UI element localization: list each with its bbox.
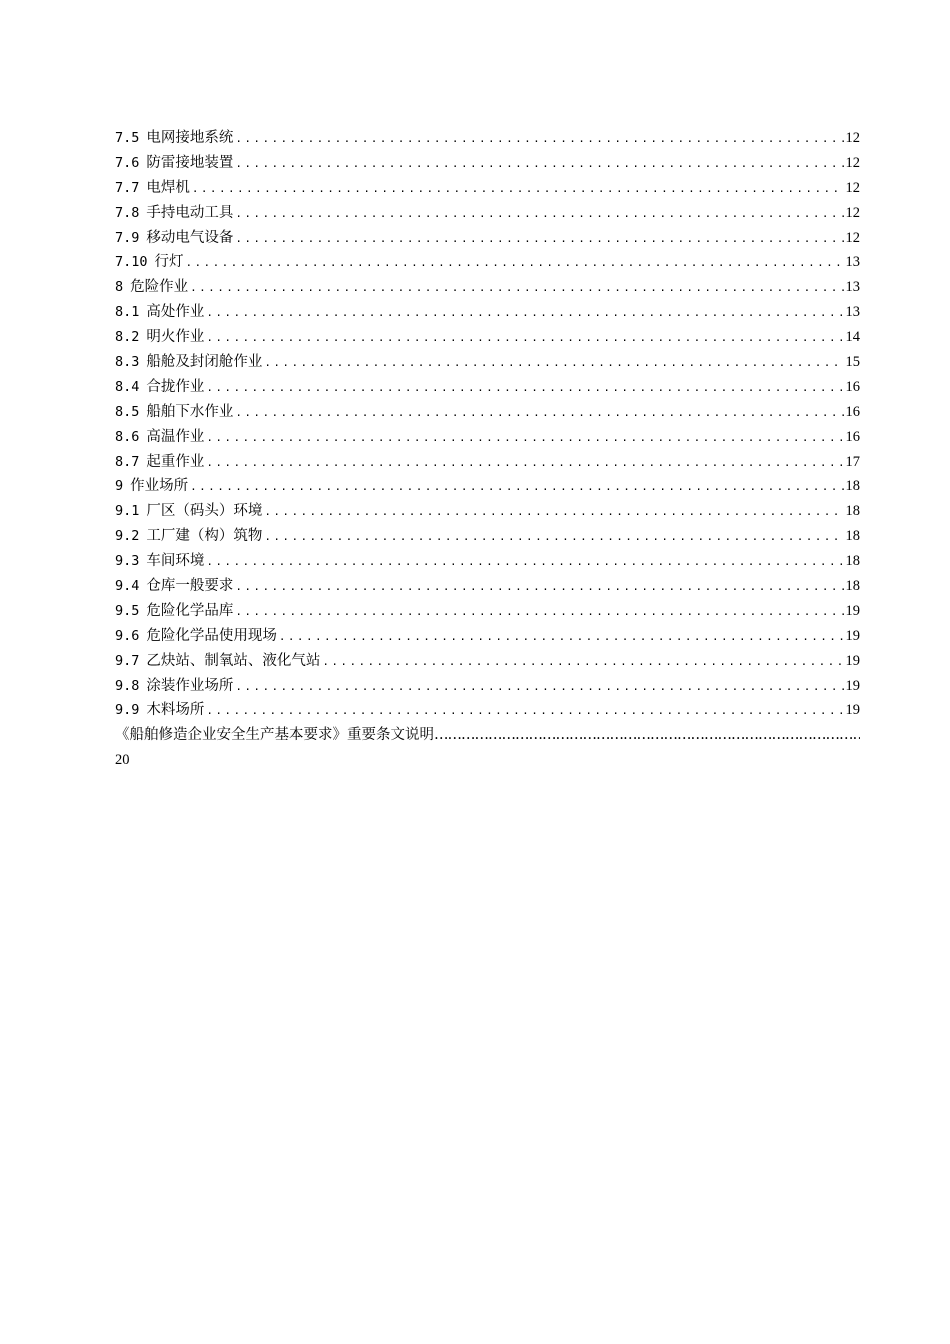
toc-leader-dots bbox=[190, 480, 843, 493]
toc-entry-page-number: 19 bbox=[845, 677, 860, 694]
toc-entry-number: 7.8 bbox=[115, 204, 140, 221]
toc-entry[interactable] bbox=[115, 375, 860, 400]
toc-entry-title: 手持电动工具 bbox=[146, 204, 234, 221]
toc-leader-dots bbox=[206, 555, 843, 568]
toc-entry-page-number: 17 bbox=[845, 453, 860, 470]
toc-entry[interactable] bbox=[115, 300, 860, 325]
toc-leader-dots bbox=[206, 331, 843, 344]
toc-entry-title: 涂装作业场所 bbox=[146, 677, 234, 694]
toc-entry-page-number: 12 bbox=[845, 204, 860, 221]
toc-entry-page-number: 18 bbox=[845, 478, 860, 495]
toc-leader-dots bbox=[206, 431, 843, 444]
toc-leader-dots bbox=[264, 505, 843, 518]
toc-entry[interactable] bbox=[115, 350, 860, 375]
toc-entry-number: 7.5 bbox=[115, 130, 140, 146]
toc-entry-page-number: 19 bbox=[845, 702, 860, 719]
toc-entry-page-number: 19 bbox=[845, 652, 860, 669]
toc-entry[interactable] bbox=[115, 151, 860, 176]
toc-entry-page-number: 18 bbox=[845, 528, 860, 545]
toc-entry-page-number: 18 bbox=[845, 503, 860, 520]
toc-entry-title: 乙炔站、制氧站、液化气站 bbox=[146, 652, 321, 669]
toc-entry-page-number: 12 bbox=[845, 154, 860, 171]
toc-leader-dots bbox=[264, 530, 843, 543]
toc-entry-title: 危险作业 bbox=[130, 279, 189, 296]
toc-leader-dots bbox=[279, 630, 844, 643]
toc-leader-dots bbox=[206, 456, 843, 469]
toc-entry-title: 工厂建（构）筑物 bbox=[146, 528, 263, 545]
toc-entry-page-number: 16 bbox=[845, 403, 860, 420]
toc-entry-title: 高温作业 bbox=[146, 428, 205, 445]
toc-leader-dots bbox=[235, 132, 843, 145]
toc-entry-page-number: 13 bbox=[845, 279, 860, 296]
toc-entry[interactable] bbox=[115, 176, 860, 201]
toc-entry-number: 9.9 bbox=[115, 702, 140, 719]
toc-entry-number: 7.10 bbox=[115, 254, 148, 271]
toc-entry[interactable] bbox=[115, 126, 860, 151]
toc-entry[interactable] bbox=[115, 524, 860, 549]
toc-entry-title: 高处作业 bbox=[146, 304, 205, 321]
toc-entry[interactable] bbox=[115, 549, 860, 574]
toc-entry-number: 8.6 bbox=[115, 428, 140, 445]
toc-entry[interactable] bbox=[115, 674, 860, 699]
toc-entry-page-number: 13 bbox=[845, 254, 860, 271]
toc-entry[interactable] bbox=[115, 574, 860, 599]
toc-entry-number: 9.1 bbox=[115, 503, 140, 520]
toc-entry-number: 9.7 bbox=[115, 652, 140, 669]
toc-entry-page-number: 15 bbox=[845, 354, 860, 371]
table-of-contents bbox=[115, 126, 860, 773]
toc-entry-title: 危险化学品库 bbox=[146, 602, 234, 619]
toc-entry-page-number: 18 bbox=[845, 553, 860, 570]
toc-entry-title: 《船舶修造企业安全生产基本要求》重要条文说明 bbox=[115, 727, 434, 744]
toc-entry-title: 车间环境 bbox=[146, 553, 205, 570]
toc-leader-dots bbox=[235, 232, 843, 245]
toc-entry-page-number: 14 bbox=[845, 329, 860, 346]
toc-entry[interactable] bbox=[115, 474, 860, 499]
toc-entry-page-number: 12 bbox=[845, 179, 860, 196]
toc-entries bbox=[115, 126, 860, 723]
toc-entry-number: 9.3 bbox=[115, 553, 140, 570]
toc-entry-title: 防雷接地装置 bbox=[146, 154, 234, 171]
toc-entry-title: 行灯 bbox=[154, 254, 184, 271]
toc-entry[interactable] bbox=[115, 226, 860, 251]
toc-entry-title: 仓库一般要求 bbox=[146, 578, 234, 595]
toc-entry[interactable] bbox=[115, 425, 860, 450]
toc-entry-title: 危险化学品使用现场 bbox=[146, 627, 277, 644]
toc-entry[interactable] bbox=[115, 649, 860, 674]
toc-entry-number: 8 bbox=[115, 279, 124, 296]
toc-leader-dots bbox=[206, 704, 843, 717]
toc-entry[interactable] bbox=[115, 201, 860, 226]
toc-leader-dots bbox=[235, 580, 843, 593]
toc-entry-title: 移动电气设备 bbox=[146, 229, 234, 246]
toc-entry-number: 9.6 bbox=[115, 627, 140, 644]
toc-entry-page-number: 16 bbox=[845, 378, 860, 395]
toc-entry-page-number: 20 bbox=[115, 752, 130, 769]
toc-entry-page-number: 12 bbox=[845, 229, 860, 246]
toc-entry-explanation[interactable] bbox=[115, 723, 860, 748]
toc-entry[interactable] bbox=[115, 599, 860, 624]
toc-leader-dots bbox=[235, 406, 843, 419]
toc-entry[interactable] bbox=[115, 450, 860, 475]
toc-entry-number: 9.2 bbox=[115, 528, 140, 545]
toc-entry-title: 作业场所 bbox=[130, 478, 189, 495]
toc-entry-title: 起重作业 bbox=[146, 453, 205, 470]
toc-entry-page-number: 12 bbox=[845, 130, 860, 146]
toc-entry-number: 9 bbox=[115, 478, 124, 495]
toc-entry-page-number: 16 bbox=[845, 428, 860, 445]
toc-entry-number: 9.5 bbox=[115, 602, 140, 619]
toc-entry-title: 电焊机 bbox=[146, 179, 190, 196]
toc-entry[interactable] bbox=[115, 499, 860, 524]
toc-entry-number: 7.6 bbox=[115, 154, 140, 171]
toc-entry-number: 8.4 bbox=[115, 378, 140, 395]
toc-entry[interactable] bbox=[115, 400, 860, 425]
toc-entry-page-number: 19 bbox=[845, 627, 860, 644]
toc-leader-dots bbox=[186, 256, 844, 269]
toc-entry[interactable] bbox=[115, 698, 860, 723]
toc-entry-number: 7.9 bbox=[115, 229, 140, 246]
toc-entry[interactable] bbox=[115, 275, 860, 300]
toc-entry-title: 船舱及封闭舱作业 bbox=[146, 354, 263, 371]
toc-entry-number: 8.7 bbox=[115, 453, 140, 470]
toc-leader-dots bbox=[235, 207, 843, 220]
toc-entry-title: 船舶下水作业 bbox=[146, 403, 234, 420]
toc-leader-dots bbox=[192, 182, 844, 195]
toc-leader-dots bbox=[235, 157, 843, 170]
toc-entry-number: 9.4 bbox=[115, 578, 140, 595]
toc-leader-dots bbox=[206, 381, 843, 394]
toc-entry-number: 9.8 bbox=[115, 677, 140, 694]
toc-entry[interactable] bbox=[115, 325, 860, 350]
toc-entry-title: 木料场所 bbox=[146, 702, 205, 719]
toc-leader-dots bbox=[235, 605, 843, 618]
toc-entry-number: 8.3 bbox=[115, 354, 140, 371]
toc-entry-number: 8.2 bbox=[115, 329, 140, 346]
toc-leader-dots bbox=[190, 281, 843, 294]
toc-leader-dots bbox=[235, 680, 843, 693]
toc-leader-dots bbox=[322, 655, 843, 668]
toc-entry-number: 8.1 bbox=[115, 304, 140, 321]
toc-entry-page-number: 18 bbox=[845, 578, 860, 595]
toc-entry-title: 明火作业 bbox=[146, 329, 205, 346]
toc-entry-page-number: 19 bbox=[845, 602, 860, 619]
toc-leader-dots bbox=[434, 727, 860, 743]
toc-leader-dots bbox=[264, 356, 843, 369]
toc-entry[interactable] bbox=[115, 250, 860, 275]
toc-entry-number: 8.5 bbox=[115, 403, 140, 420]
toc-entry-title: 合拢作业 bbox=[146, 378, 205, 395]
toc-entry[interactable] bbox=[115, 624, 860, 649]
toc-entry-title: 电网接地系统 bbox=[146, 130, 234, 146]
toc-entry-page-number: 13 bbox=[845, 304, 860, 321]
toc-entry-title: 厂区（码头）环境 bbox=[146, 503, 263, 520]
toc-entry-number: 7.7 bbox=[115, 179, 140, 196]
toc-leader-dots bbox=[206, 306, 843, 319]
